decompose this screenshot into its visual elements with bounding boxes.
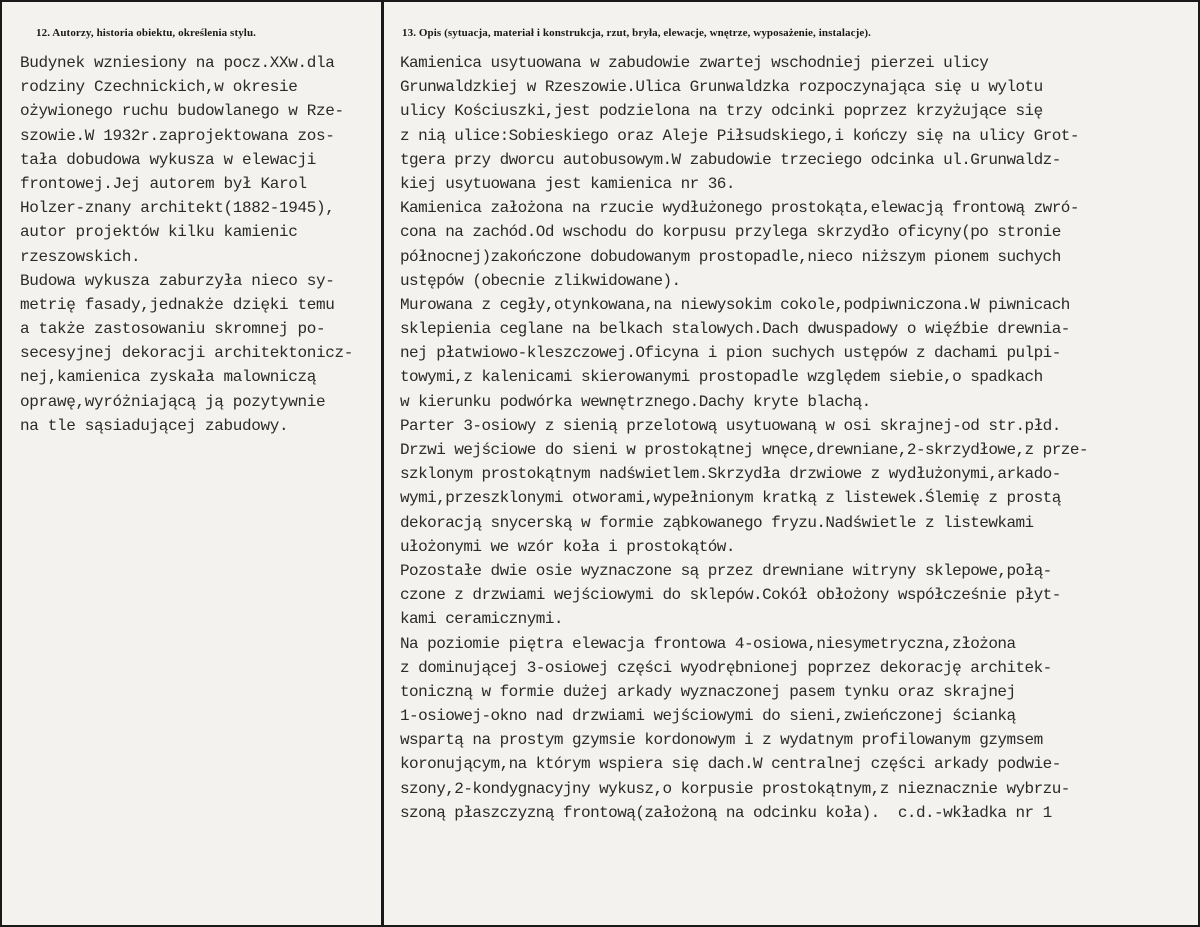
text-line: metrię fasady,jednakże dzięki temu xyxy=(20,295,335,314)
text-line: cona na zachód.Od wschodu do korpusu przylega skrzydło oficyny(po stronie xyxy=(400,223,1061,242)
text-line: szony,2-kondygnacyjny wykusz,o korpusie prostokątnym,z nieznacznie wybrzu- xyxy=(400,779,1070,798)
text-line: z dominującej 3-osiowej części wyodrębnionej poprzez dekorację architek- xyxy=(400,658,1052,677)
text-line: Budowa wykusza zaburzyła nieco sy- xyxy=(20,271,335,290)
text-line: Parter 3-osiowy z sienią przelotową usytuowaną w osi skrajnej-od str.płd. xyxy=(400,416,1061,435)
text-line: szoną płaszczyzną frontową(założoną na odcinku koła). c.d.-wkładka nr 1 xyxy=(400,803,1052,822)
text-line: toniczną w formie dużej arkady wyznaczonej pasem tynku oraz skrajnej xyxy=(400,682,1016,701)
text-line: kami ceramicznymi. xyxy=(400,610,563,629)
text-line: Holzer-znany architekt(1882-1945), xyxy=(20,199,335,218)
text-line: z nią ulice:Sobieskiego oraz Aleje Piłsudskiego,i kończy się na ulicy Grot- xyxy=(400,126,1079,145)
text-line: tgera przy dworcu autobusowym.W zabudowie trzeciego odcinka ul.Grunwaldz- xyxy=(400,150,1061,169)
text-line: frontowej.Jej autorem był Karol xyxy=(20,174,307,193)
column-divider xyxy=(381,0,384,927)
text-line: 1-osiowej-okno nad drzwiami wejściowymi do sieni,zwieńczonej ścianką xyxy=(400,707,1016,726)
text-line: rodziny Czechnickich,w okresie xyxy=(20,78,298,97)
text-line: towymi,z kalenicami skierowanymi prostopadle względem siebie,o spadkach xyxy=(400,368,1043,387)
text-line: oprawę,wyróżniającą ją pozytywnie xyxy=(20,392,326,411)
text-line: Na poziomie piętra elewacja frontowa 4-osiowa,niesymetryczna,złożona xyxy=(400,634,1016,653)
text-line: Kamienica założona na rzucie wydłużonego prostokąta,elewacją frontową zwró- xyxy=(400,199,1079,218)
text-line: wspartą na prostym gzymsie kordonowym i z wydatnym profilowanym gzymsem xyxy=(400,731,1043,750)
text-line: sklepienia ceglane na belkach stalowych.Dach dwuspadowy o więźbie drewnia- xyxy=(400,320,1070,339)
text-line: szklonym prostokątnym nadświetlem.Skrzydła drzwiowe z wydłużonymi,arkado- xyxy=(400,465,1061,484)
text-line: nej płatwiowo-kleszczowej.Oficyna i pion suchych ustępów z dachami pulpi- xyxy=(400,344,1061,363)
text-line: wymi,przeszklonymi otworami,wypełnionym kratką z listewek.Ślemię z prostą xyxy=(400,489,1061,508)
text-line: secesyjnej dekoracji architektonicz- xyxy=(20,344,354,363)
section-12-header: 12. Autorzy, historia obiektu, określenia stylu. xyxy=(36,27,257,39)
text-line: północnej)zakończone dobudowanym prostopadle,nieco niższym pionem suchych xyxy=(400,247,1061,266)
text-line: autor projektów kilku kamienic xyxy=(20,223,298,242)
text-line: Grunwaldzkiej w Rzeszowie.Ulica Grunwaldzka rozpoczynająca się u wylotu xyxy=(400,78,1043,97)
text-line: w kierunku podwórka wewnętrznego.Dachy kryte blachą. xyxy=(400,392,871,411)
section-13-header: 13. Opis (sytuacja, materiał i konstrukcja, rzut, bryła, elewacje, wnętrze, wyposażenie, instalacje). xyxy=(402,27,871,39)
text-line: dekoracją snycerską w formie ząbkowanego fryzu.Nadświetle z listewkami xyxy=(400,513,1034,532)
text-line: rzeszowskich. xyxy=(20,247,141,266)
text-line: Pozostałe dwie osie wyznaczone są przez drewniane witryny sklepowe,połą- xyxy=(400,561,1052,580)
text-line: ulicy Kościuszki,jest podzielona na trzy odcinki poprzez krzyżujące się xyxy=(400,102,1043,121)
text-line: kiej usytuowana jest kamienica nr 36. xyxy=(400,174,735,193)
text-line: Drzwi wejściowe do sieni w prostokątnej wnęce,drewniane,2-skrzydłowe,z prze- xyxy=(400,441,1088,459)
text-line: ułożonymi we wzór koła i prostokątów. xyxy=(400,537,735,556)
text-line: nej,kamienica zyskała malowniczą xyxy=(20,368,317,387)
text-line: na tle sąsiadującej zabudowy. xyxy=(20,416,289,435)
text-line: a także zastosowaniu skromnej po- xyxy=(20,320,326,339)
text-line: czone z drzwiami wejściowymi do sklepów.Cokół obłożony współcześnie płyt- xyxy=(400,586,1061,605)
text-line: koronującym,na którym wspiera się dach.W centralnej części arkady podwie- xyxy=(400,755,1061,774)
text-line: ożywionego ruchu budowlanego w Rze- xyxy=(20,102,344,121)
text-line: tała dobudowa wykusza w elewacji xyxy=(20,150,317,169)
section-13-text xyxy=(400,51,1088,825)
text-line: Murowana z cegły,otynkowana,na niewysokim cokole,podpiwniczona.W piwnicach xyxy=(400,295,1070,314)
section-12-text xyxy=(20,51,353,438)
text-line: szowie.W 1932r.zaprojektowana zos- xyxy=(20,126,335,145)
text-line: Kamienica usytuowana w zabudowie zwartej wschodniej pierzei ulicy xyxy=(400,54,989,72)
text-line: Budynek wzniesiony na pocz.XXw.dla xyxy=(20,54,335,72)
text-line: ustępów (obecnie zlikwidowane). xyxy=(400,271,681,290)
